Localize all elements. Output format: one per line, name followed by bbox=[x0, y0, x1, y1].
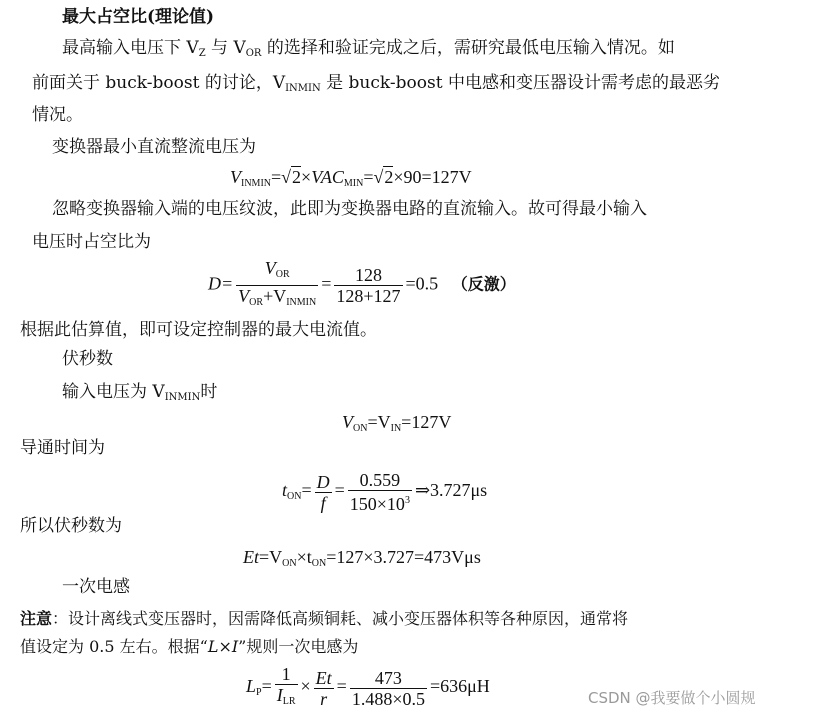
on-time-label: 导通时间为 bbox=[20, 438, 105, 458]
equation-lp: $L_P=$ $\frac{1}{I_{LR}}$ × $\frac{Et}{r}$ = $\frac{473}{1.488\times 0.5}$ =636μH bbox=[246, 664, 490, 712]
fraction-vor: $\frac{V_{OR}}{V_{OR}+V_{INMIN}}$ bbox=[238, 258, 317, 308]
volt-second-heading: 伏秒数 bbox=[62, 349, 113, 369]
equation-von: $V_{ON}=V_{IN}=127V$ bbox=[342, 412, 452, 434]
paragraph-1-line-1: 最高输入电压下 $V_Z$ 与 $V_{OR}$ 的选择和验证完成之后，需研究最低电压输入情况。如 bbox=[62, 38, 675, 59]
ignore-ripple-line-1: 忽略变换器输入端的电压纹波，此即为变换器电路的直流输入。故可得最小输入 bbox=[52, 199, 647, 219]
fraction-128: $\frac{128}{128+127}$ bbox=[336, 265, 401, 306]
fraction-d-over-f: $\frac{D}{f}$ bbox=[316, 471, 330, 513]
equation-ton: $t_{ON}=$ $\frac{D}{f}$ = $\frac{0.559}{150\times 10^3}$ ⇒3.727μs bbox=[282, 470, 488, 514]
fraction-1-over-ilr: $\frac{1}{I_{LR}}$ bbox=[276, 664, 296, 707]
min-dc-voltage-label: 变换器最小直流整流电压为 bbox=[52, 137, 256, 157]
equation-vinmin: $V_{INMIN}=√2\times VAC_{MIN}=√2\times 90=127V$ bbox=[230, 167, 472, 189]
equation-et: $Et=V_{ON}\times t_{ON}=127\times 3.727=473V\mu s$ bbox=[243, 547, 481, 569]
fraction-0559: $\frac{0.559}{150\times 10^3}$ bbox=[349, 470, 410, 514]
fraction-473: $\frac{473}{1.488\times 0.5}$ bbox=[351, 667, 425, 709]
paragraph-1-line-2: 前面关于 buck-boost 的讨论，$V_{INMIN}$ 是 buck-boost 中电感和变压器设计需考虑的最恶劣 bbox=[32, 73, 720, 94]
equation-duty-cycle: D= $\frac{V_{OR}}{V_{OR}+V_{INMIN}}$ = $\frac{128}{128+127}$ =0.5 （反激） bbox=[208, 258, 516, 313]
note-line-2: 值设定为 0.5 左右。根据“L×I”规则一次电感为 bbox=[20, 637, 359, 656]
note-line-1: 注意：设计离线式变压器时，因需降低高频铜耗、减小变压器体积等各种原因，通常将 bbox=[20, 609, 629, 628]
paragraph-1-line-3: 情况。 bbox=[32, 105, 83, 125]
input-voltage-label: 输入电压为 $V_{INMIN}$时 bbox=[62, 382, 218, 403]
estimate-line: 根据此估算值，即可设定控制器的最大电流值。 bbox=[20, 320, 377, 340]
primary-inductance-heading: 一次电感 bbox=[62, 577, 130, 597]
ignore-ripple-line-2: 电压时占空比为 bbox=[32, 232, 151, 252]
heading-max-duty-cycle: 最大占空比(理论值) bbox=[62, 7, 215, 27]
fraction-et-over-r: $\frac{Et}{r}$ bbox=[315, 667, 332, 709]
volt-second-label: 所以伏秒数为 bbox=[20, 516, 122, 536]
csdn-watermark: CSDN @我要做个小圆规 bbox=[588, 689, 756, 707]
